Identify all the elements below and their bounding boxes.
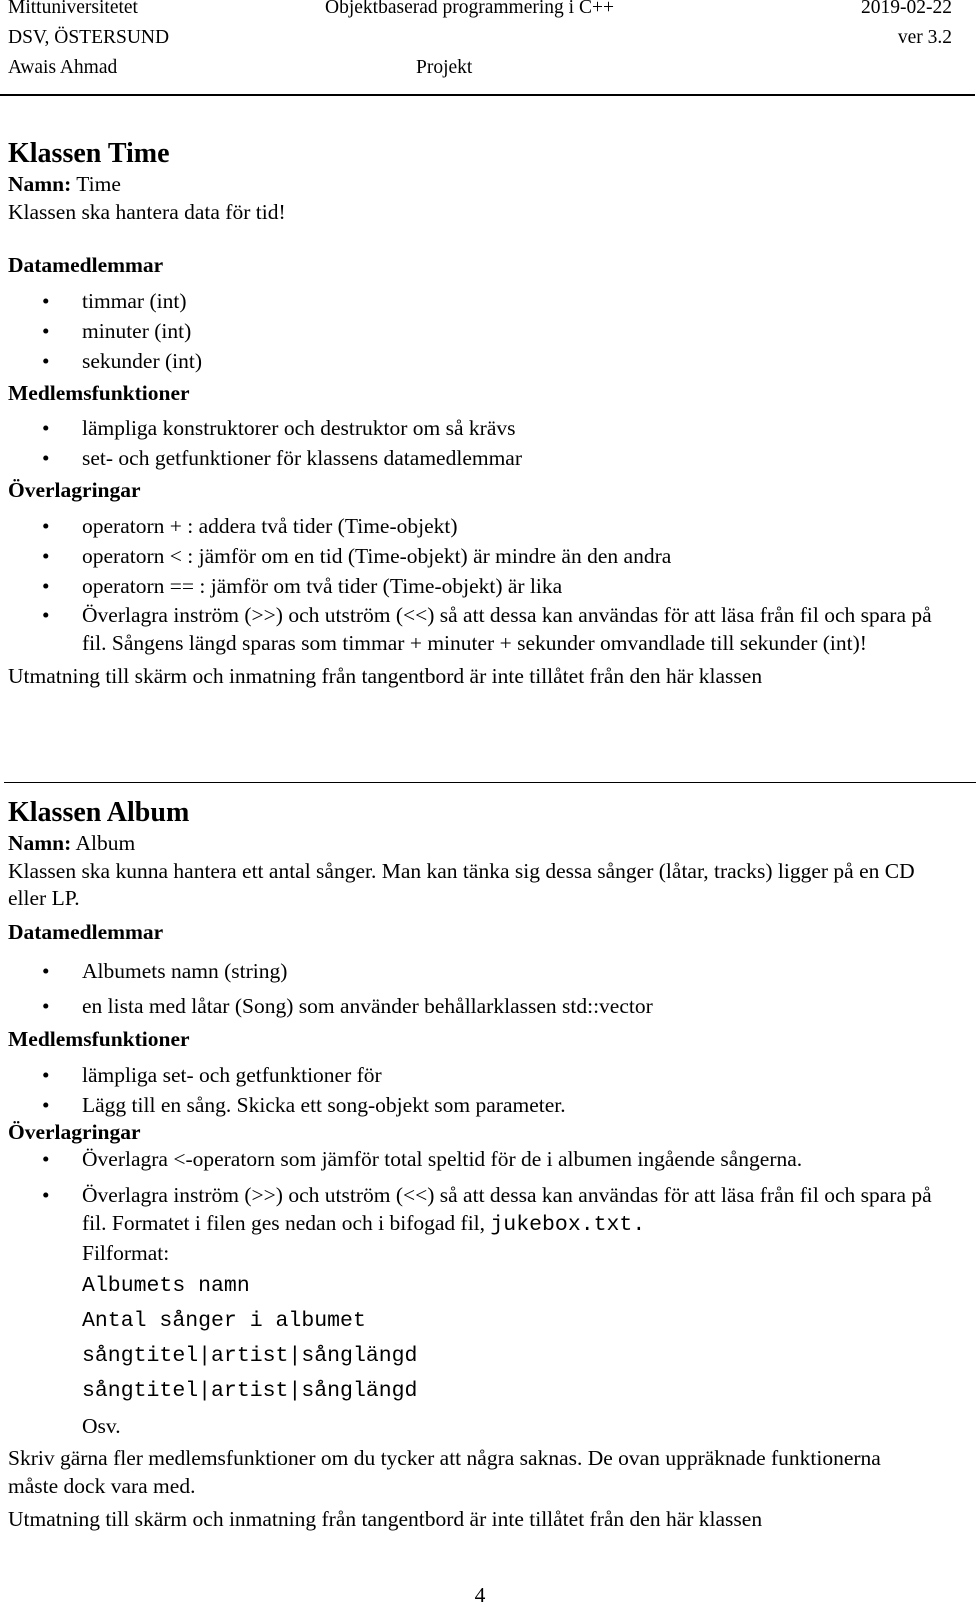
list-item: • operatorn < : jämför om en tid (Time-objekt) är mindre än den andra	[8, 541, 958, 571]
time-note: Utmatning till skärm och inmatning från tangentbord är inte tillåtet från den här klassen	[8, 663, 763, 688]
bullet-icon: •	[42, 1092, 50, 1117]
album-name-label: Namn:	[8, 831, 72, 855]
time-overloads-heading: Överlagringar	[8, 478, 141, 503]
time-class-section	[8, 136, 958, 690]
file-format-line: sångtitel|artist|sånglängd	[82, 1343, 418, 1368]
time-name-line	[8, 171, 958, 199]
list-item: • minuter (int)	[8, 316, 958, 346]
header-course: Objektbaserad programmering i C++	[325, 0, 614, 18]
album-class-section	[8, 795, 958, 1533]
bullet-icon: •	[42, 602, 50, 627]
time-section-title: Klassen Time	[8, 138, 170, 169]
list-item: • operatorn == : jämför om två tider (Time-objekt) är lika	[8, 571, 958, 601]
header-author: Awais Ahmad	[8, 57, 118, 78]
album-overloads-heading: Överlagringar	[8, 1119, 141, 1144]
header-version: ver 3.2	[897, 27, 952, 48]
time-overloads-list	[8, 511, 958, 657]
bullet-icon: •	[42, 543, 50, 568]
album-member-functions-heading: Medlemsfunktioner	[8, 1027, 190, 1052]
album-overloads-list	[8, 1144, 958, 1239]
time-description: Klassen ska hantera data för tid!	[8, 199, 286, 224]
bullet-icon: •	[42, 1062, 50, 1087]
bullet-icon: •	[42, 416, 50, 441]
header-row-2	[8, 26, 952, 54]
header-doc-type: Projekt	[416, 57, 473, 78]
album-data-members-heading: Datamedlemmar	[8, 919, 164, 944]
list-item: • timmar (int)	[8, 286, 958, 316]
bullet-icon: •	[42, 318, 50, 343]
header-row-3	[8, 56, 952, 84]
album-note: Utmatning till skärm och inmatning från tangentbord är inte tillåtet från den här klassen	[8, 1506, 763, 1531]
bullet-icon: •	[42, 288, 50, 313]
page-number: 4	[474, 1583, 486, 1607]
list-item: • Lägg till en sång. Skicka ett song-objekt som parameter.	[8, 1090, 958, 1120]
list-item: • Albumets namn (string)	[8, 954, 958, 989]
bullet-icon: •	[42, 1182, 50, 1207]
file-format-label: Filformat:	[82, 1240, 170, 1265]
list-item: • set- och getfunktioner för klassens datamedlemmar	[8, 443, 958, 473]
album-section-title: Klassen Album	[8, 797, 190, 828]
header-university: Mittuniversitetet	[8, 0, 138, 18]
bullet-icon: •	[42, 446, 50, 471]
album-member-functions-list	[8, 1060, 958, 1120]
list-item: • operatorn + : addera två tider (Time-objekt)	[8, 511, 958, 541]
bullet-icon: •	[42, 513, 50, 538]
time-member-functions-heading: Medlemsfunktioner	[8, 380, 190, 405]
album-name-value: Album	[71, 831, 136, 855]
time-data-members-heading: Datamedlemmar	[8, 253, 164, 278]
album-extra-note: Skriv gärna fler medlemsfunktioner om du tycker att några saknas. De ovan uppräknade funktionerna måste dock vara med.	[8, 1445, 881, 1498]
header-divider	[0, 94, 975, 96]
album-name-line	[8, 830, 958, 858]
bullet-icon: •	[42, 959, 50, 984]
file-format-line: sångtitel|artist|sånglängd	[82, 1378, 418, 1403]
bullet-icon: •	[42, 1146, 50, 1171]
header-row-1	[8, 0, 952, 24]
album-overload-stream-text: Överlagra inström (>>) och utström (<<) så att dessa kan användas för att läsa från fil och spara på fil. Formatet i filen ges nedan och i bifogad fil,	[82, 1182, 932, 1235]
jukebox-file-name: jukebox.txt.	[490, 1212, 646, 1237]
time-member-functions-list	[8, 413, 958, 473]
list-item: • Överlagra <-operatorn som jämför total speltid för de i albumen ingående sångerna.	[8, 1144, 958, 1174]
time-name-label: Namn:	[8, 172, 72, 196]
list-item: • Överlagra inström (>>) och utström (<<) så att dessa kan användas för att läsa från fil och spara på fil. Sångens längd sparas som timmar + minuter + sekunder omvandlade till sekunder (int)!	[42, 602, 932, 655]
file-format-line: Albumets namn	[82, 1273, 250, 1298]
file-format-etc: Osv.	[82, 1413, 121, 1438]
file-format-block	[82, 1269, 958, 1409]
list-item: • lämpliga set- och getfunktioner för	[8, 1060, 958, 1090]
file-format-line: Antal sånger i albumet	[82, 1308, 366, 1333]
section-divider	[4, 782, 976, 783]
bullet-icon: •	[42, 994, 50, 1019]
time-data-members-list	[8, 286, 958, 376]
list-item: • en lista med låtar (Song) som använder behållarklassen std::vector	[8, 989, 958, 1024]
album-data-members-list	[8, 954, 958, 1024]
list-item: • lämpliga konstruktorer och destruktor om så krävs	[8, 413, 958, 443]
list-item: • sekunder (int)	[8, 346, 958, 376]
time-name-value: Time	[71, 172, 121, 196]
list-item	[8, 1181, 958, 1239]
bullet-icon: •	[42, 348, 50, 373]
bullet-icon: •	[42, 573, 50, 598]
album-description: Klassen ska kunna hantera ett antal sånger. Man kan tänka sig dessa sånger (låtar, tracks) ligger på en CD eller LP.	[8, 858, 915, 911]
header-department: DSV, ÖSTERSUND	[8, 27, 170, 48]
header-date: 2019-02-22	[861, 0, 952, 18]
